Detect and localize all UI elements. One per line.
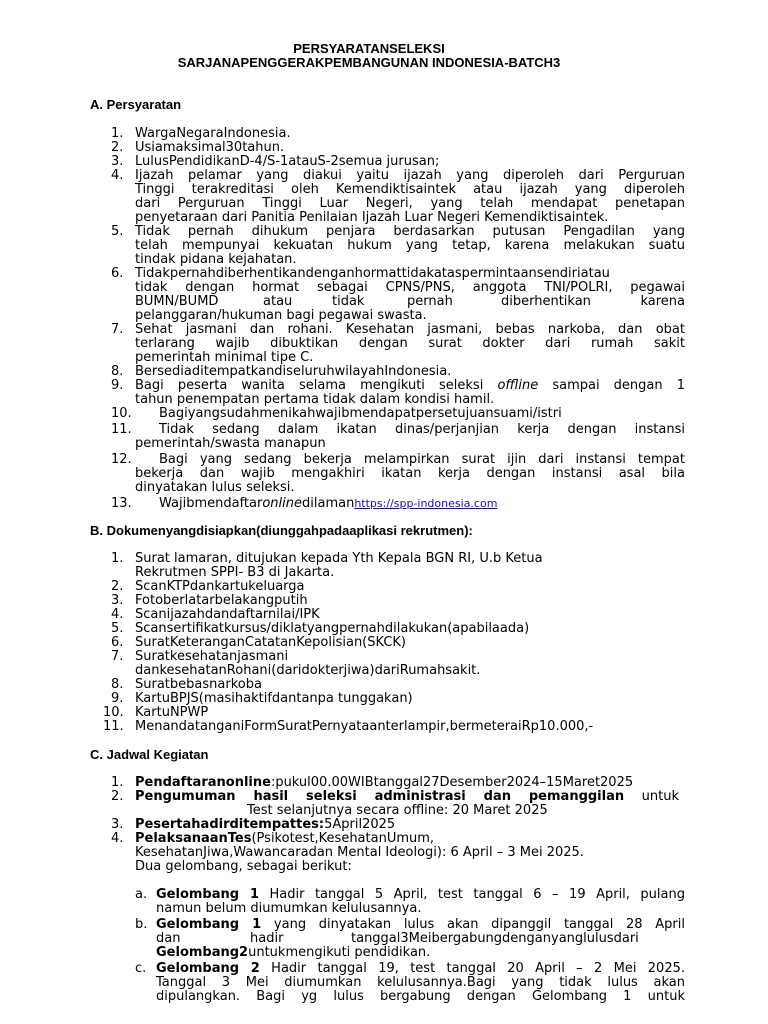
list-item-continuation: tindak pidana kejahatan. [135, 252, 297, 267]
list-number: 2. [111, 140, 124, 155]
list-item: Pengumuman hasil seleksi administrasi dan pemanggilan untuk [135, 789, 679, 804]
list-item-continuation: Rekrutmen SPPI- B3 di Jakarta. [135, 565, 335, 580]
list-number: 8. [111, 364, 124, 379]
list-number: 9. [111, 691, 124, 706]
list-number: 11. [103, 719, 124, 734]
section-a-heading: A. Persyaratan [90, 97, 182, 112]
list-item: Scansertifikatkursus/diklatyangpernahdilakukan(apabilaada) [135, 621, 530, 636]
sublist-item-continuation: dipulangkan. Bagi yg lulus bergabung dengan Gelombang 1 untuk [156, 989, 685, 1004]
sublist-item-continuation: namun belum diumumkan kelulusannya. [156, 901, 422, 916]
list-item: Fotoberlatarbelakangputih [135, 593, 308, 608]
list-item-continuation: tahun penempatan pertama tidak dalam kondisi hamil. [135, 392, 495, 407]
list-item: MenandatanganiFormSuratPernyataanterlampir,bermeteraiRp10.000,- [135, 719, 594, 734]
list-item: Bagi peserta wanita selama mengikuti seleksi offline sampai dengan 1 [135, 378, 685, 393]
list-item: Sehat jasmani dan rohani. Kesehatan jasmani, bebas narkoba, dan obat [135, 322, 685, 337]
list-item-continuation: penyetaraan dari Panitia Penilaian Ijazah Luar Negeri Kemendiktisaintek. [135, 210, 609, 225]
list-item: KartuBPJS(masihaktifdantanpa tunggakan) [135, 691, 413, 706]
sublist-item: Gelombang 1 Hadir tanggal 5 April, test tanggal 6 – 19 April, pulang [156, 887, 685, 902]
list-item-continuation: bekerja dan wajib mengakhiri ikatan kerja dengan instansi asal bila [135, 466, 685, 481]
list-number: 4. [111, 168, 124, 183]
list-item-continuation: telah mempunyai kekuatan hukum yang tetap, karena melakukan suatu [135, 238, 685, 253]
list-item: Suratbebasnarkoba [135, 677, 262, 692]
sublist-letter: a. [135, 887, 148, 902]
list-item: PelaksanaanTes(Psikotest,KesehatanUmum, [135, 831, 435, 846]
list-item: SuratKeteranganCatatanKepolisian(SKCK) [135, 635, 406, 650]
document-title-line2: SARJANAPENGGERAKPEMBANGUNAN INDONESIA-BATCH3 [177, 55, 561, 70]
list-item: Scanijazahdandaftarnilai/IPK [135, 607, 320, 622]
sublist-item-continuation: Gelombang2untukmengikuti pendidikan. [156, 945, 431, 960]
list-item-continuation: pemerintah minimal tipe C. [135, 350, 314, 365]
list-number: 1. [111, 775, 124, 790]
list-item: Bagi yang sedang bekerja melampirkan surat ijin dari instansi tempat [159, 452, 685, 467]
list-number: 5. [111, 224, 124, 239]
list-number: 7. [111, 649, 124, 664]
list-number: 6. [111, 266, 124, 281]
list-number: 3. [111, 154, 124, 169]
sublist-letter: b. [135, 917, 148, 932]
list-number: 3. [111, 593, 124, 608]
list-number: 4. [111, 831, 124, 846]
list-item: Usiamaksimal30tahun. [135, 140, 285, 155]
list-number: 10. [103, 705, 124, 720]
list-item: ScanKTPdankartukeluarga [135, 579, 305, 594]
list-item: Surat lamaran, ditujukan kepada Yth Kepala BGN RI, U.b Ketua [135, 551, 543, 566]
list-number: 2. [111, 789, 124, 804]
list-number: 11. [111, 422, 132, 437]
list-number: 13. [111, 496, 132, 511]
list-number: 10. [111, 406, 132, 421]
list-number: 4. [111, 607, 124, 622]
sublist-item: Gelombang 2 Hadir tanggal 19, test tanggal 20 April – 2 Mei 2025. [156, 961, 685, 976]
list-item-continuation: Test selanjutnya secara offline: 20 Maret 2025 [247, 803, 548, 818]
list-item-continuation: dinyatakan lulus seleksi. [135, 480, 295, 495]
list-item: WargaNegaraIndonesia. [135, 126, 291, 141]
list-item-continuation: Dua gelombang, sebagai berikut: [135, 859, 352, 874]
list-item: Pesertahadirditempattes:5April2025 [135, 817, 396, 832]
list-number: 1. [111, 551, 124, 566]
list-item: Tidak sedang dalam ikatan dinas/perjanjian kerja dengan instansi [159, 422, 685, 437]
list-item-continuation: pemerintah/swasta manapun [135, 436, 326, 451]
sublist-item: Gelombang 1 yang dinyatakan lulus akan dipanggil tanggal 28 April [156, 917, 685, 932]
list-item-continuation: Tinggi terakreditasi oleh Kemendiktisaintek atau ijazah yang diperoleh [135, 182, 685, 197]
list-number: 12. [111, 452, 132, 467]
list-item: Wajibmendaftaronlinedilamanhttps://spp-indonesia.com [159, 496, 498, 511]
list-item-continuation: dari Perguruan Tinggi Luar Negeri, yang telah mendapat penetapan [135, 196, 685, 211]
sublist-letter: c. [135, 961, 147, 976]
list-item: Bagiyangsudahmenikahwajibmendapatpersetujuansuami/istri [159, 406, 562, 421]
list-item-continuation: dankesehatanRohani(daridokterjiwa)dariRumahsakit. [135, 663, 481, 678]
list-item: Ijazah pelamar yang diakui yaitu ijazah yang diperoleh dari Perguruan [135, 168, 685, 183]
list-item: Suratkesehatanjasmani [135, 649, 289, 664]
list-item-continuation: KesehatanJiwa,Wawancaradan Mental Ideologi): 6 April – 3 Mei 2025. [135, 845, 584, 860]
section-b-heading: B. Dokumenyangdisiapkan(diunggahpadaaplikasi rekrutmen): [90, 523, 473, 538]
list-number: 9. [111, 378, 124, 393]
list-item: KartuNPWP [135, 705, 209, 720]
list-item: Tidakpernahdiberhentikandenganhormattidakataspermintaansendiriatau [135, 266, 610, 281]
registration-link[interactable]: https://spp-indonesia.com [354, 497, 498, 510]
list-number: 7. [111, 322, 124, 337]
list-item-continuation: tidak dengan hormat sebagai CPNS/PNS, anggota TNI/POLRI, pegawai [135, 280, 685, 295]
section-c-heading: C. Jadwal Kegiatan [90, 747, 209, 762]
list-item: LulusPendidikanD-4/S-1atauS-2semua jurusan; [135, 154, 440, 169]
document-title-line1: PERSYARATANSELEKSI [293, 41, 445, 56]
list-item-continuation: pelanggaran/hukuman bagi pegawai swasta. [135, 308, 427, 323]
list-number: 1. [111, 126, 124, 141]
list-item: BersediaditempatkandiseluruhwilayahIndonesia. [135, 364, 452, 379]
list-item: Tidak pernah dihukum penjara berdasarkan putusan Pengadilan yang [135, 224, 685, 239]
list-number: 6. [111, 635, 124, 650]
sublist-item-continuation: Tanggal 3 Mei diumumkan kelulusannya.Bagi yang tidak lulus akan [156, 975, 685, 990]
list-number: 5. [111, 621, 124, 636]
list-item-continuation: terlarang wajib dibuktikan dengan surat dokter dari rumah sakit [135, 336, 685, 351]
list-number: 2. [111, 579, 124, 594]
list-number: 8. [111, 677, 124, 692]
list-item: Pendaftaranonline:pukul00.00WIBtanggal27Desember2024–15Maret2025 [135, 775, 634, 790]
list-number: 3. [111, 817, 124, 832]
